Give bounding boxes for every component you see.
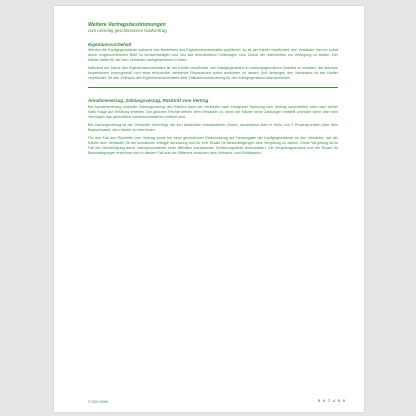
document-title: Weitere Vertragsbestimmungen — [88, 22, 166, 28]
section-paragraph: Bei Zahlungsverzug ist der Verkäufer berechtigt, die ihm tatsächlich entstandenen Zinsen, mindestens aber in Höhe von 5 Prozentpunkten über dem Basiszinssatz, dem Käufer zu berechnen. — [88, 123, 338, 132]
document-content — [88, 22, 338, 159]
section-paragraph: Bei Annahmeverzug und/oder Zahlungsverzug des Käufers kann der Verkäufer nach erfolgloser Mahnung vom Vertrag zurücktreten oder nach seiner Wahl Klage auf Erfüllung erheben. Die gleichen Rechte stehen dem Verkäufer zu, wenn der Käufer seine Zahlungen einstellt und/oder wenn über sein Vermögen das gerichtliche Insolvenzverfahren eröffnet wird. — [88, 105, 338, 119]
section-paragraph: Werden die Kaufgegenstände während des Bestehens des Eigentumsvorbehaltes gepfändet, so ist der Käufer verpflichtet, den Verkäufer hiervon sofort durch eingeschriebenen Brief zu benachrichtigen und ihm alle erforderlichen Unterlagen zum Zweck der Intervention zur Verfügung zu stellen. Der Käufer haftet für die dem Verkäufer nachgewiesenen Kosten. — [88, 48, 338, 63]
section-heading-eigentumsvorbehalt: Eigentumsvorbehalt — [88, 41, 132, 47]
section-divider — [88, 87, 338, 88]
form-number: 5 0 7 4 0 0 — [318, 399, 346, 403]
document-page — [54, 6, 364, 412]
form-code: © 0201 00000 — [88, 400, 109, 404]
section-paragraph: Während der Dauer des Eigentumsvorbehaltes ist der Käufer verpflichtet, den Kaufgegenstand in ordnungsgemäßem Zustand zu erhalten, die üblichen Inspektionen turnusgemäß und etwa erforderlich werdende Reparaturen sofort ausführen zu lassen. Auf Verlangen des Verkäufers ist der Käufer verpflichtet, für den Zeitraum des Eigentumsvorbehaltes eine Vollkaskoversicherung für den Kaufgegenstand abzuschließen. — [88, 66, 338, 81]
section-paragraph: Für den Fall des Rücktritts vom Vertrag sowie bei einer gerichtlichen Entscheidung auf Herausgabe der Kaufgegenstände an den Verkäufer, hat der Käufer dem Verkäufer für die inzwischen erfolgte Abnutzung und für evtl. Ersatz für Beschädigungen eine Vergütung zu zahlen. Diese Vergütung ist im Fall der Nichteinigung durch Inanspruchnahme einer öffentlich anerkannten Schätzungsstelle festzustellen. Die Vergütungssumme und der Ersatz für Beschädigungen errechnet sich in diesem Fall aus der Differenz zwischen dem Verkaufs- und Schätzpreis. — [88, 136, 338, 155]
document-subtitle: zum umseitig geschlossenen Kaufvertrag — [88, 28, 167, 34]
section-heading-verzug-ruecktritt: Annahmeverzug, Zahlungsverzug, Rücktritt vom Vertrag — [88, 98, 209, 104]
